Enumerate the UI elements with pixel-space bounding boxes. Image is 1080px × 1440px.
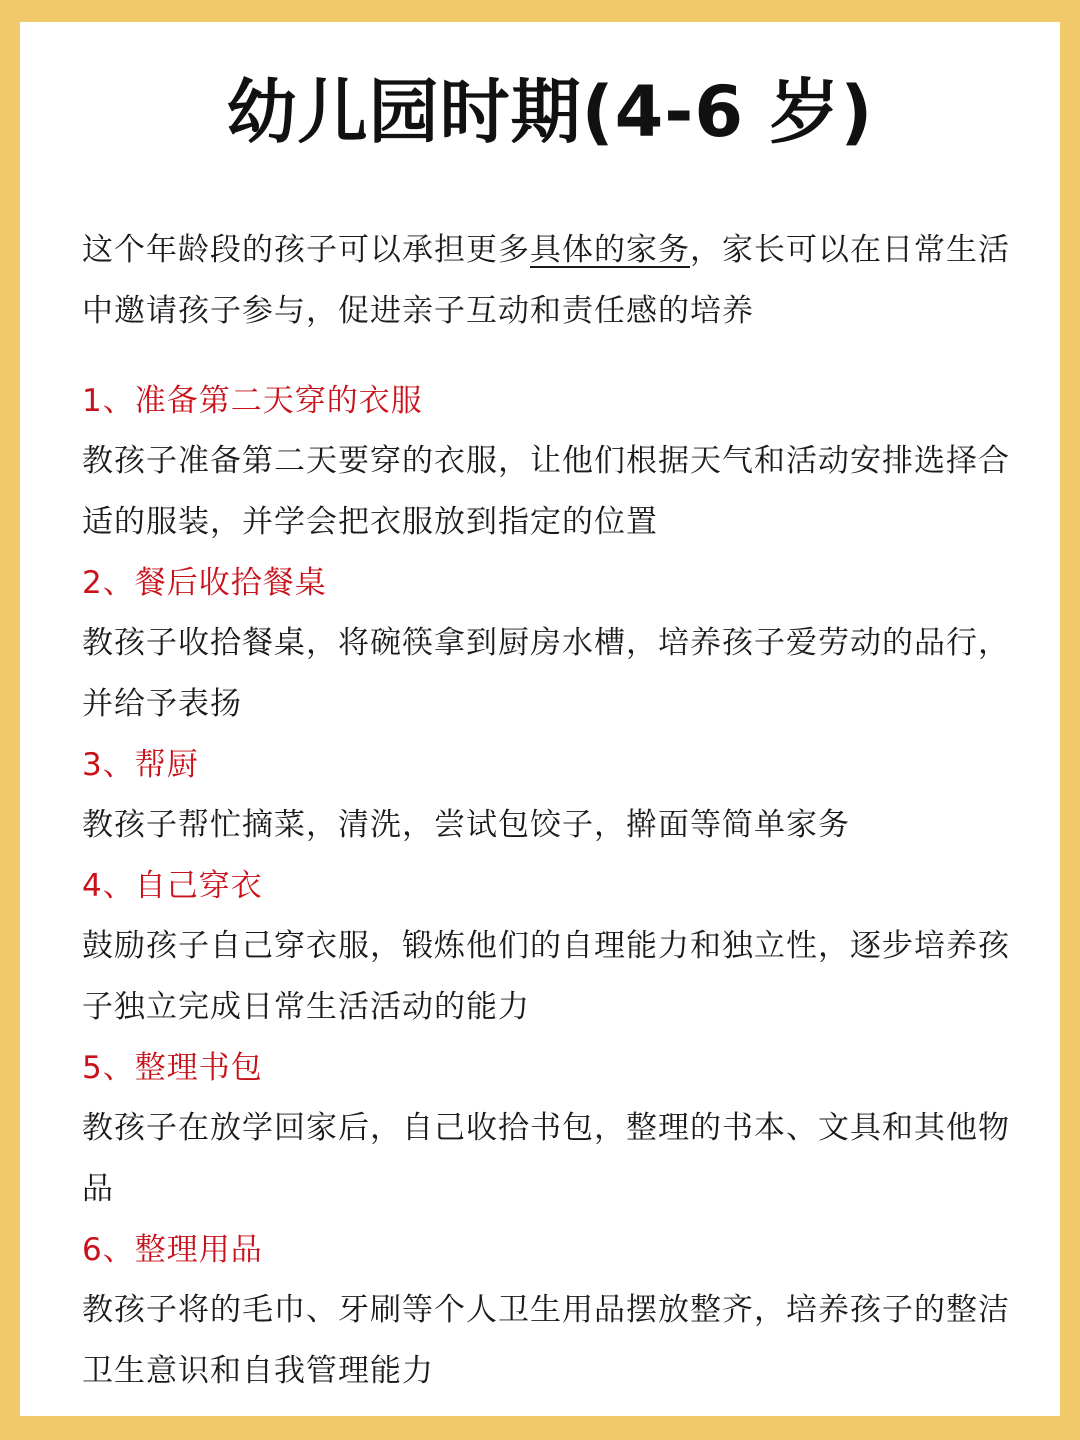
intro-underlined-text: 具体的家务 (530, 232, 690, 268)
chore-item (82, 735, 1018, 856)
chore-heading: 3、帮厨 (82, 747, 199, 783)
chore-item (82, 553, 1018, 735)
content-card (20, 22, 1060, 1416)
chore-item (82, 856, 1018, 1038)
chore-description: 教孩子准备第二天要穿的衣服，让他们根据天气和活动安排选择合适的服装，并学会把衣服放到指定的位置 (82, 443, 1010, 540)
chore-item (82, 371, 1018, 553)
intro-text-before: 这个年龄段的孩子可以承担更多 (82, 232, 530, 268)
chore-description: 鼓励孩子自己穿衣服，锻炼他们的自理能力和独立性，逐步培养孩子独立完成日常生活活动的能力 (82, 928, 1010, 1025)
intro-text-after: ，家长可以在日常生活中邀请孩子参与，促进亲子互动和责任感的培养 (82, 232, 1010, 329)
chore-heading: 2、餐后收拾餐桌 (82, 565, 327, 601)
chore-list (82, 371, 1018, 1402)
chore-description: 教孩子收拾餐桌，将碗筷拿到厨房水槽，培养孩子爱劳动的品行，并给予表扬 (82, 625, 1010, 722)
chore-heading: 6、整理用品 (82, 1232, 263, 1268)
chore-heading: 1、准备第二天穿的衣服 (82, 383, 423, 419)
intro-paragraph (82, 220, 1018, 342)
chore-item (82, 1220, 1018, 1402)
chore-description: 教孩子将的毛巾、牙刷等个人卫生用品摆放整齐，培养孩子的整洁卫生意识和自我管理能力 (82, 1292, 1010, 1389)
chore-description: 教孩子在放学回家后，自己收拾书包，整理的书本、文具和其他物品 (82, 1110, 1010, 1207)
chore-description: 教孩子帮忙摘菜，清洗，尝试包饺子，擀面等简单家务 (82, 807, 850, 843)
chore-heading: 5、整理书包 (82, 1050, 263, 1086)
chore-item (82, 1038, 1018, 1220)
page-title: 幼儿园时期(4-6 岁) (226, 71, 874, 153)
chore-heading: 4、自己穿衣 (82, 868, 263, 904)
